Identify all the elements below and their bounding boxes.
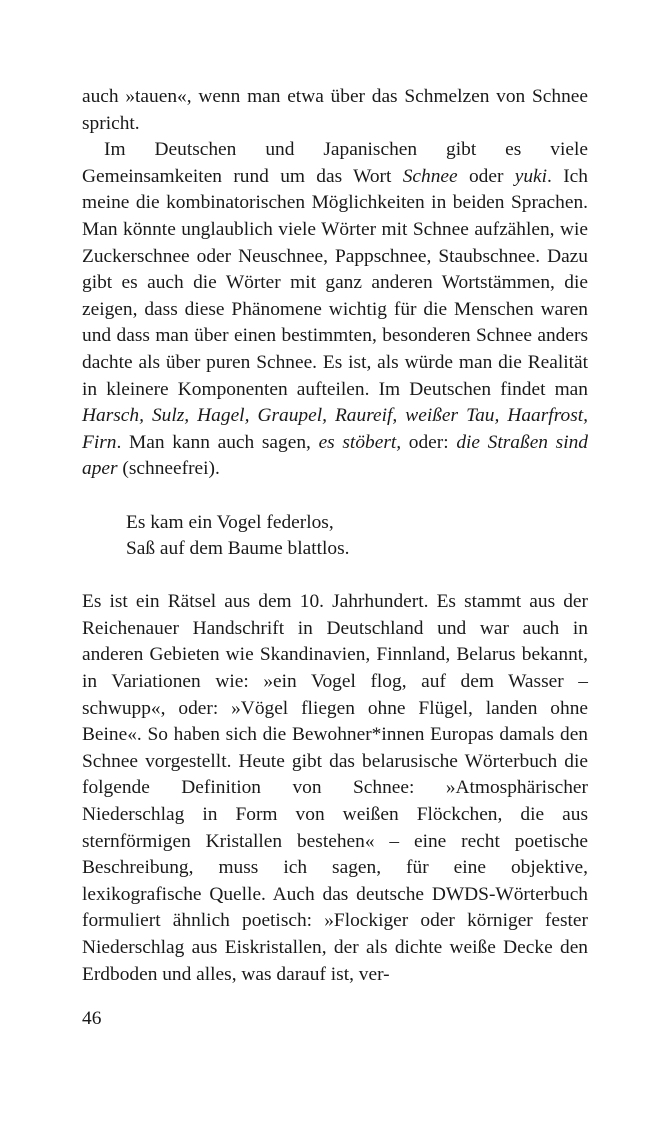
italic-term: Schnee	[402, 165, 458, 187]
italic-phrase: die Straßen sind aper	[82, 431, 588, 480]
text-span: . Man kann auch sagen,	[116, 431, 319, 453]
text-span: (schneefrei).	[117, 458, 220, 480]
verse-line: Es kam ein Vogel federlos,	[126, 511, 334, 533]
paragraph-snow-vocabulary	[82, 137, 588, 483]
text-span: oder:	[401, 431, 457, 453]
page-number: 46	[82, 1008, 102, 1029]
text-span: . Ich meine die kombinatorischen Möglichkeiten in beiden Sprachen. Man könnte unglaublich viele Wörter mit Schnee aufzählen, wie Zuckerschnee oder Neuschnee, Pappschnee, Staubschnee. Dazu gibt es auch die Wörter mit ganz anderen Wortstämmen, die zeigen, dass diese Phänomene wichtig für die Menschen waren und dass man über einen bestimmten, besonderen Schnee anders dachte als über puren Schnee. Es ist, als würde man die Realität in kleinere Komponenten aufteilen. Im Deutschen findet man	[82, 165, 588, 400]
italic-term: yuki	[514, 165, 548, 187]
paragraph-continuation: auch »tauen«, wenn man etwa über das Schmelzen von Schnee spricht.	[82, 86, 588, 134]
text-span: Im Deutschen und Japanischen gibt es viele Gemeinsamkeiten rund um das Wort	[82, 139, 588, 187]
italic-term-list: Harsch, Sulz, Hagel, Graupel, Raureif, weißer Tau, Haarfrost, Firn	[82, 405, 588, 453]
verse-line: Saß auf dem Baume blattlos.	[126, 538, 350, 560]
italic-phrase: es stöbert,	[318, 431, 402, 453]
text-span: oder	[457, 165, 515, 187]
paragraph-riddle: Es ist ein Rätsel aus dem 10. Jahrhundert. Es stammt aus der Reichenauer Handschrift in Deutschland und war auch in anderen Gebieten wie Skandinavien, Finnland, Belarus bekannt, in Variationen wie: »ein Vogel flog, auf dem Wasser – schwupp«, oder: »Vögel fliegen ohne Flügel, landen ohne Beine«. So haben sich die Bewohner*innen Europas damals den Schnee vorgestellt. Heute gibt das belarusische Wörterbuch die folgende Definition von Schnee: »Atmosphärischer Niederschlag in Form von weißen Flöckchen, die aus sternförmigen Kristallen bestehen« – eine recht poetische Beschreibung, muss ich sagen, für eine objektive, lexikografische Quelle. Auch das deutsche DWDS-Wörterbuch formuliert ähnlich poetisch: »Flockiger oder körniger fester Niederschlag aus Eiskristallen, der als dichte weiße Decke den Erdboden und alles, was darauf ist, ver-	[82, 591, 588, 985]
verse-block	[126, 510, 588, 563]
page-body	[82, 84, 588, 988]
